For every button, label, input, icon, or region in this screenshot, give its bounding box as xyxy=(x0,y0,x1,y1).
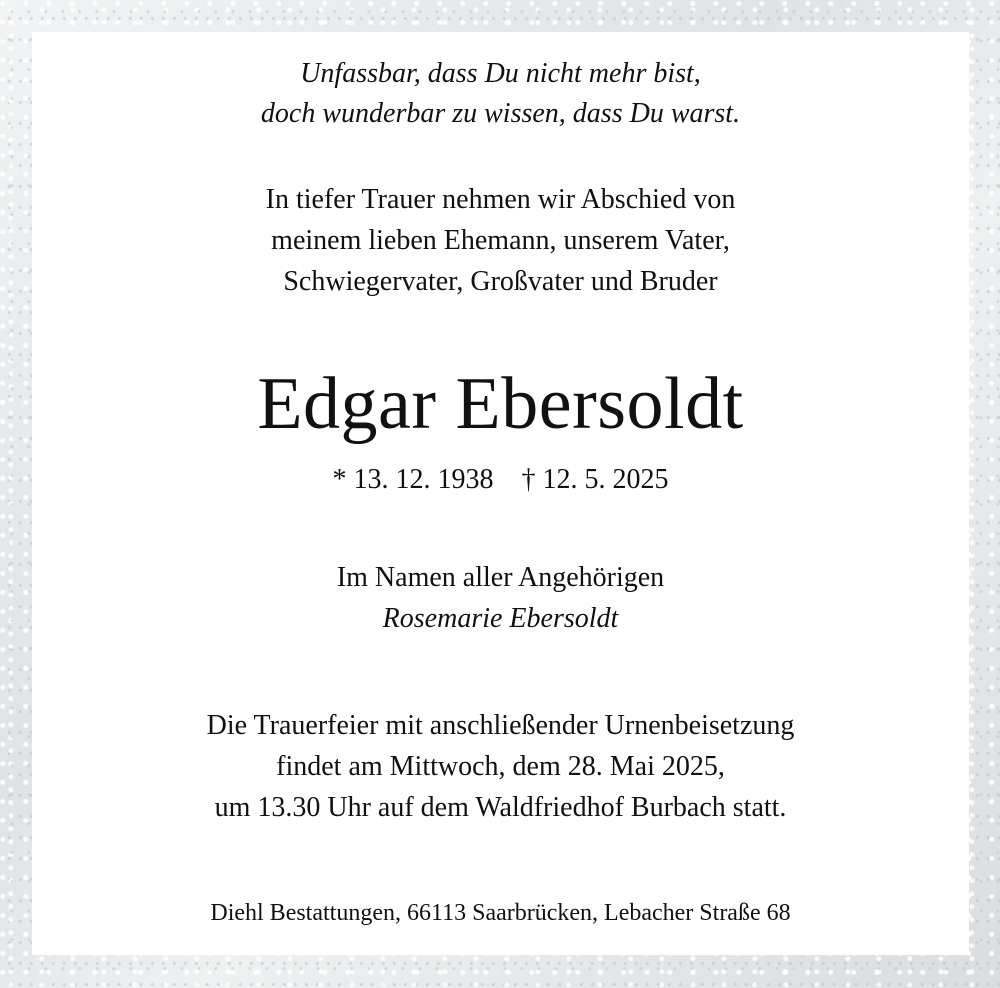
signature-label: Im Namen aller Angehörigen xyxy=(336,562,665,593)
intro-line-1: In tiefer Trauer nehmen wir Abschied von xyxy=(265,184,736,215)
service-line-2: findet am Mittwoch, dem 28. Mai 2025, xyxy=(276,751,725,782)
signature-name: Rosemarie Ebersoldt xyxy=(382,603,619,634)
life-dates xyxy=(32,464,969,496)
birth-date: * 13. 12. 1938 xyxy=(332,464,494,495)
death-date: † 12. 5. 2025 xyxy=(521,464,669,495)
service-line-3: um 13.30 Uhr auf dem Waldfriedhof Burbach statt. xyxy=(214,792,787,823)
intro-line-2: meinem lieben Ehemann, unserem Vater, xyxy=(271,225,730,256)
intro-line-3: Schwiegervater, Großvater und Bruder xyxy=(283,266,718,297)
motto-line-2: doch wunderbar zu wissen, dass Du warst. xyxy=(260,98,741,129)
obituary-card xyxy=(32,32,969,955)
motto-line-1: Unfassbar, dass Du nicht mehr bist, xyxy=(300,58,701,89)
deceased-name: Edgar Ebersoldt xyxy=(257,363,744,445)
service-line-1: Die Trauerfeier mit anschließender Urnenbeisetzung xyxy=(206,710,795,741)
funeral-home-footer: Diehl Bestattungen, 66113 Saarbrücken, Lebacher Straße 68 xyxy=(210,900,791,926)
